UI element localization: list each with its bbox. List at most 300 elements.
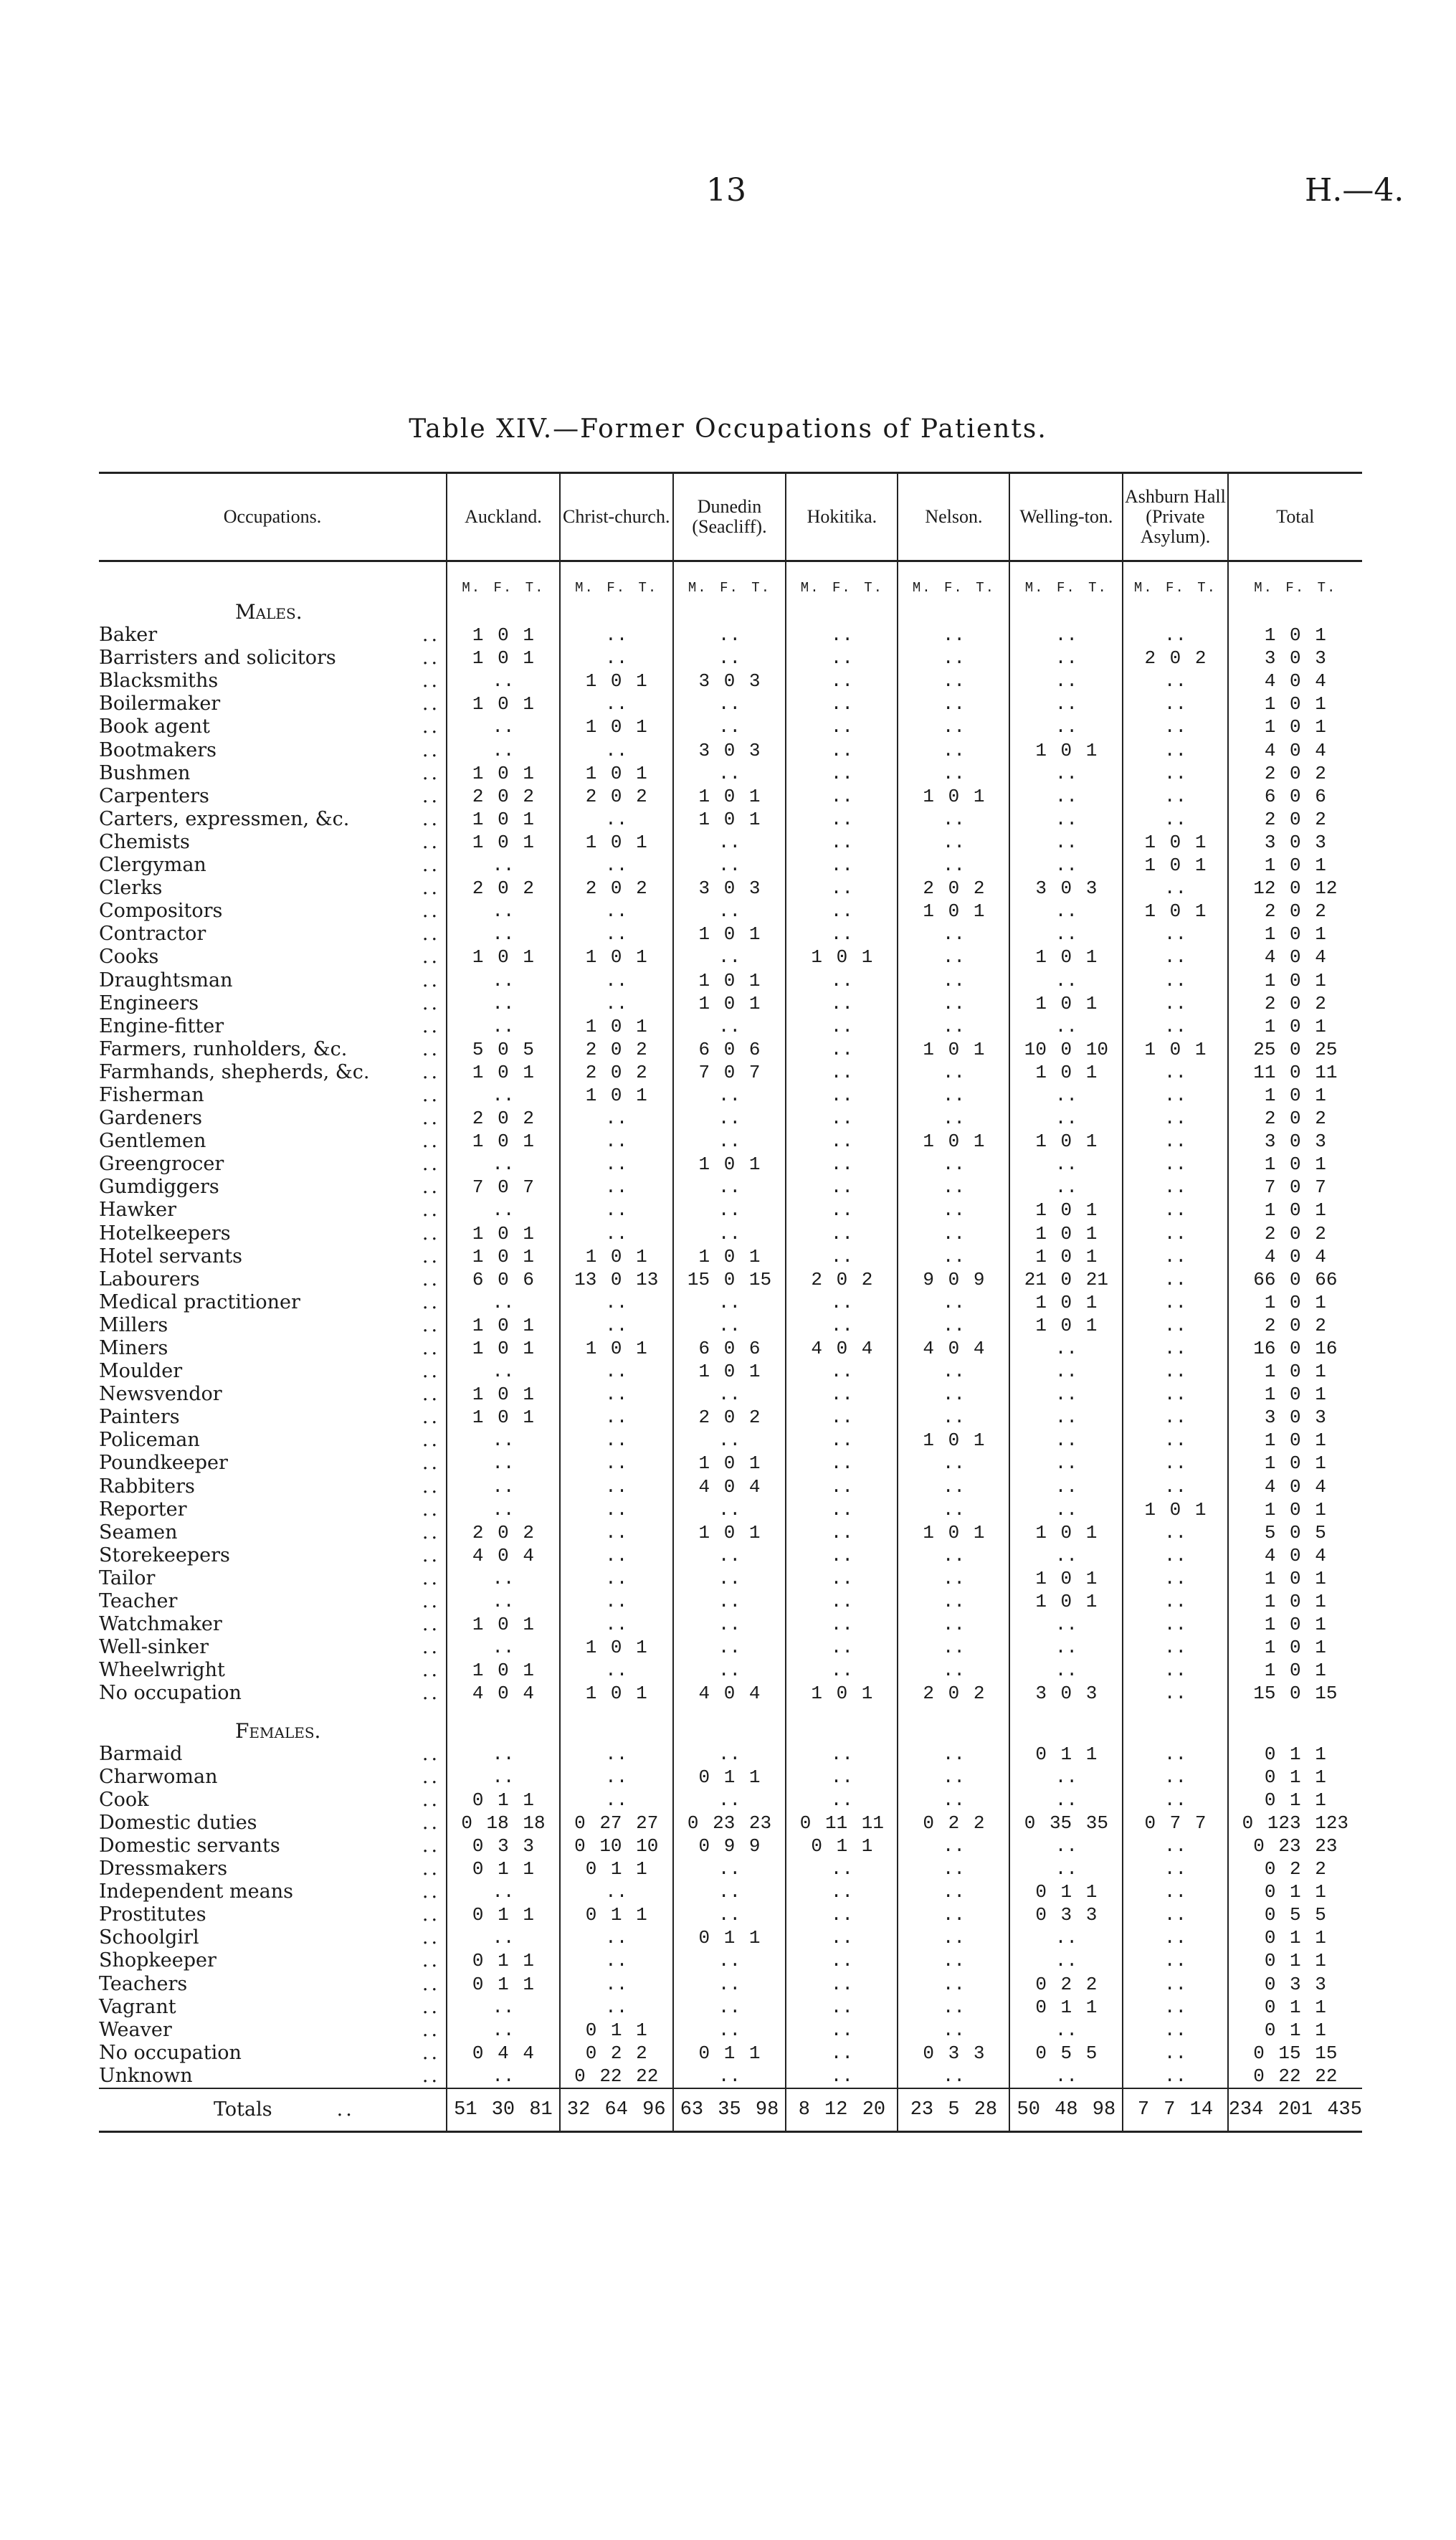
count-cell: .. xyxy=(560,1521,673,1544)
table-row xyxy=(99,1996,1362,2019)
count-cell: .. xyxy=(898,808,1009,831)
occupation-cell: Charwoman .. xyxy=(99,1765,441,1788)
count-cell: 1 0 1 xyxy=(560,670,673,693)
count-cell: .. xyxy=(786,1636,898,1659)
count-cell: .. xyxy=(1123,2065,1227,2088)
count-cell: 1 0 1 xyxy=(447,1406,560,1429)
count-cell: .. xyxy=(673,1176,786,1199)
total-cell: 32 64 96 xyxy=(560,2088,673,2132)
occupation-cell: Hotel servants .. xyxy=(99,1245,441,1267)
count-cell: 1 0 1 xyxy=(1228,1429,1362,1452)
table-row xyxy=(99,1153,1362,1176)
count-cell: 1 0 1 xyxy=(560,1245,673,1268)
occupation-cell: Chemists .. xyxy=(99,830,441,853)
count-cell: 0 1 1 xyxy=(1009,1996,1123,2019)
occupation-label: Independent means xyxy=(99,1880,293,1903)
count-cell: .. xyxy=(898,1107,1009,1130)
total-cell: 63 35 98 xyxy=(673,2088,786,2132)
count-cell: 2 0 2 xyxy=(898,877,1009,900)
count-cell: .. xyxy=(673,1858,786,1880)
count-cell: 0 5 5 xyxy=(1009,2042,1123,2065)
table-row xyxy=(99,1061,1362,1084)
count-cell: .. xyxy=(1009,900,1123,923)
count-cell: 2 0 2 xyxy=(560,785,673,808)
occupation-label: Teacher xyxy=(99,1590,178,1613)
count-cell: 1 0 1 xyxy=(447,1383,560,1406)
count-cell: .. xyxy=(673,762,786,785)
occupation-label: Blacksmiths xyxy=(99,670,219,693)
occupation-label: Schoolgirl xyxy=(99,1926,199,1949)
count-cell: 0 2 2 xyxy=(1228,1858,1362,1880)
count-cell: .. xyxy=(560,1498,673,1521)
count-cell: 1 0 1 xyxy=(898,785,1009,808)
count-cell: 1 0 1 xyxy=(1228,1383,1362,1406)
count-cell: .. xyxy=(673,1544,786,1567)
count-cell: 1 0 1 xyxy=(447,1314,560,1337)
occupation-label: Painters xyxy=(99,1406,180,1429)
count-cell: .. xyxy=(1009,1659,1123,1682)
mft-label: M. F. T. xyxy=(560,561,673,601)
count-cell: .. xyxy=(1123,1452,1227,1475)
table-caption: Table XIV.—Former Occupations of Patients. xyxy=(409,414,1047,444)
occupation-cell: Bushmen .. xyxy=(99,761,441,784)
count-cell: 0 27 27 xyxy=(560,1812,673,1835)
count-cell: 6 0 6 xyxy=(447,1268,560,1291)
count-cell: .. xyxy=(786,1973,898,1996)
count-cell: .. xyxy=(898,1222,1009,1245)
totals-row xyxy=(99,2088,1362,2132)
count-cell: .. xyxy=(673,831,786,854)
count-cell: .. xyxy=(447,670,560,693)
count-cell: .. xyxy=(898,854,1009,877)
count-cell: 4 0 4 xyxy=(1228,1544,1362,1567)
count-cell: .. xyxy=(1009,854,1123,877)
table-row xyxy=(99,1880,1362,1903)
count-cell: 2 0 2 xyxy=(1228,1222,1362,1245)
count-cell: .. xyxy=(1123,992,1227,1015)
count-cell: 1 0 1 xyxy=(560,1636,673,1659)
count-cell: 1 0 1 xyxy=(898,900,1009,923)
count-cell: .. xyxy=(898,739,1009,762)
count-cell: .. xyxy=(447,1475,560,1498)
count-cell: .. xyxy=(786,831,898,854)
count-cell: 2 0 2 xyxy=(1228,762,1362,785)
occupation-label: Hotel servants xyxy=(99,1245,243,1267)
count-cell: .. xyxy=(1009,1498,1123,1521)
count-cell: .. xyxy=(786,1199,898,1222)
count-cell: .. xyxy=(898,1789,1009,1812)
count-cell: .. xyxy=(560,1973,673,1996)
count-cell: .. xyxy=(1009,1926,1123,1949)
count-cell: .. xyxy=(1123,1176,1227,1199)
count-cell: .. xyxy=(560,1949,673,1972)
count-cell: 3 0 3 xyxy=(1228,1406,1362,1429)
count-cell: .. xyxy=(786,762,898,785)
count-cell: .. xyxy=(673,1659,786,1682)
count-cell: 1 0 1 xyxy=(1228,1015,1362,1038)
count-cell: 1 0 1 xyxy=(447,808,560,831)
count-cell: 0 1 1 xyxy=(447,1973,560,1996)
count-cell: 4 0 4 xyxy=(1228,670,1362,693)
count-cell: .. xyxy=(560,1880,673,1903)
count-cell: .. xyxy=(1123,1406,1227,1429)
count-cell: 1 0 1 xyxy=(898,1130,1009,1153)
count-cell: .. xyxy=(786,1314,898,1337)
count-cell: .. xyxy=(1123,1567,1227,1590)
count-cell: .. xyxy=(786,1766,898,1789)
table-row xyxy=(99,1245,1362,1268)
count-cell: 2 0 2 xyxy=(447,877,560,900)
count-cell: 0 1 1 xyxy=(560,1858,673,1880)
count-cell: .. xyxy=(1009,1835,1123,1858)
count-cell: 0 23 23 xyxy=(673,1812,786,1835)
count-cell: 1 0 1 xyxy=(1009,1590,1123,1613)
table-row xyxy=(99,1222,1362,1245)
count-cell: .. xyxy=(898,1880,1009,1903)
count-cell: 1 0 1 xyxy=(673,969,786,992)
count-cell: .. xyxy=(1009,1636,1123,1659)
count-cell: 1 0 1 xyxy=(1009,1521,1123,1544)
table-row xyxy=(99,1521,1362,1544)
count-cell: 4 0 4 xyxy=(447,1544,560,1567)
total-cell: 234 201 435 xyxy=(1228,2088,1362,2132)
count-cell: 1 0 1 xyxy=(1228,1590,1362,1613)
occupation-label: Barmaid xyxy=(99,1742,183,1765)
count-cell: .. xyxy=(786,1452,898,1475)
count-cell: .. xyxy=(1123,1199,1227,1222)
count-cell: .. xyxy=(1123,1360,1227,1383)
count-cell: .. xyxy=(447,1360,560,1383)
occupation-cell: Engine-fitter .. xyxy=(99,1014,441,1037)
occupation-cell: Book agent .. xyxy=(99,715,441,738)
column-header: Nelson. xyxy=(898,473,1009,561)
count-cell: .. xyxy=(673,1636,786,1659)
count-cell: 0 1 1 xyxy=(673,1926,786,1949)
table-row xyxy=(99,1903,1362,1926)
count-cell: 3 0 3 xyxy=(1228,1130,1362,1153)
count-cell: 25 0 25 xyxy=(1228,1038,1362,1061)
occupation-label: Miners xyxy=(99,1337,168,1359)
table-row xyxy=(99,1636,1362,1659)
count-cell: 6 0 6 xyxy=(673,1038,786,1061)
occupation-cell: Dressmakers .. xyxy=(99,1858,441,1880)
count-cell: 1 0 1 xyxy=(898,1429,1009,1452)
occupation-label: Reporter xyxy=(99,1498,187,1521)
count-cell: 2 0 2 xyxy=(1228,1314,1362,1337)
count-cell: .. xyxy=(898,969,1009,992)
occupation-cell: Cooks .. xyxy=(99,946,441,969)
count-cell: .. xyxy=(786,1245,898,1268)
count-cell: .. xyxy=(1123,1222,1227,1245)
document-reference: H.—4. xyxy=(1305,172,1404,209)
count-cell: .. xyxy=(786,1880,898,1903)
count-cell: 1 0 1 xyxy=(673,1360,786,1383)
occupation-cell: Clerks .. xyxy=(99,877,441,900)
count-cell: .. xyxy=(1123,785,1227,808)
table-row xyxy=(99,1812,1362,1835)
count-cell: 1 0 1 xyxy=(1228,969,1362,992)
mft-label: M. F. T. xyxy=(898,561,1009,601)
count-cell: .. xyxy=(898,2065,1009,2088)
count-cell: 1 0 1 xyxy=(447,624,560,647)
table-row xyxy=(99,969,1362,992)
count-cell: .. xyxy=(560,624,673,647)
count-cell: .. xyxy=(560,1590,673,1613)
occupation-cell: Draughtsman .. xyxy=(99,969,441,991)
table-row xyxy=(99,1743,1362,1766)
count-cell: .. xyxy=(1123,2019,1227,2042)
count-cell: .. xyxy=(560,1153,673,1176)
occupation-label: Chemists xyxy=(99,830,190,853)
count-cell: .. xyxy=(1123,1245,1227,1268)
count-cell: .. xyxy=(1123,1061,1227,1084)
count-cell: .. xyxy=(786,1176,898,1199)
count-cell: .. xyxy=(560,1314,673,1337)
count-cell: .. xyxy=(447,854,560,877)
count-cell: .. xyxy=(673,1222,786,1245)
count-cell: 7 0 7 xyxy=(1228,1176,1362,1199)
count-cell: .. xyxy=(1123,762,1227,785)
count-cell: .. xyxy=(447,900,560,923)
count-cell: 1 0 1 xyxy=(560,831,673,854)
count-cell: 4 0 4 xyxy=(1228,1245,1362,1268)
count-cell: .. xyxy=(560,1222,673,1245)
occupation-label: Farmers, runholders, &c. xyxy=(99,1037,348,1060)
count-cell: 1 0 1 xyxy=(898,1521,1009,1544)
count-cell: 1 0 1 xyxy=(1228,1452,1362,1475)
count-cell: .. xyxy=(786,785,898,808)
count-cell: 1 0 1 xyxy=(447,762,560,785)
occupation-label: Labourers xyxy=(99,1267,200,1290)
count-cell: 1 0 1 xyxy=(673,923,786,946)
count-cell: 0 1 1 xyxy=(1228,1766,1362,1789)
table-row xyxy=(99,1038,1362,1061)
count-cell: .. xyxy=(898,693,1009,715)
count-cell: .. xyxy=(786,1903,898,1926)
table-row xyxy=(99,992,1362,1015)
occupation-label: Baker xyxy=(99,624,158,647)
table-row xyxy=(99,1659,1362,1682)
count-cell: 6 0 6 xyxy=(673,1337,786,1360)
count-cell: 1 0 1 xyxy=(447,1659,560,1682)
occupation-label: Compositors xyxy=(99,900,223,923)
count-cell: 0 22 22 xyxy=(560,2065,673,2088)
count-cell: 3 0 3 xyxy=(673,670,786,693)
count-cell: 4 0 4 xyxy=(447,1682,560,1705)
table-row xyxy=(99,1613,1362,1636)
count-cell: .. xyxy=(673,1743,786,1766)
count-cell: .. xyxy=(1123,715,1227,738)
count-cell: .. xyxy=(1123,969,1227,992)
count-cell: 2 0 2 xyxy=(447,785,560,808)
count-cell: .. xyxy=(786,900,898,923)
count-cell: 1 0 1 xyxy=(673,1521,786,1544)
count-cell: .. xyxy=(1123,877,1227,900)
table-row xyxy=(99,1429,1362,1452)
count-cell: .. xyxy=(1123,2042,1227,2065)
occupation-cell: Teacher .. xyxy=(99,1590,441,1613)
count-cell: 3 0 3 xyxy=(1009,877,1123,900)
count-cell: .. xyxy=(1123,693,1227,715)
count-cell: .. xyxy=(673,715,786,738)
count-cell: .. xyxy=(1009,1360,1123,1383)
count-cell: .. xyxy=(786,1521,898,1544)
column-header: Welling-ton. xyxy=(1009,473,1123,561)
table-row xyxy=(99,808,1362,831)
count-cell: 1 0 1 xyxy=(786,946,898,969)
count-cell: 0 2 2 xyxy=(898,1812,1009,1835)
count-cell: .. xyxy=(1123,1766,1227,1789)
count-cell: .. xyxy=(1009,715,1123,738)
count-cell: 5 0 5 xyxy=(1228,1521,1362,1544)
count-cell: .. xyxy=(898,1498,1009,1521)
count-cell: 1 0 1 xyxy=(447,1061,560,1084)
count-cell: .. xyxy=(1123,739,1227,762)
count-cell: 0 1 1 xyxy=(1228,1880,1362,1903)
count-cell: 1 0 1 xyxy=(673,808,786,831)
count-cell: .. xyxy=(898,1199,1009,1222)
column-header: Dunedin (Seacliff). xyxy=(673,473,786,561)
count-cell: .. xyxy=(560,693,673,715)
count-cell: .. xyxy=(786,1659,898,1682)
occupation-cell: Millers .. xyxy=(99,1313,441,1336)
count-cell: .. xyxy=(1123,1590,1227,1613)
count-cell: .. xyxy=(898,647,1009,670)
occupation-label: No occupation xyxy=(99,2041,242,2064)
count-cell: 1 0 1 xyxy=(1228,1659,1362,1682)
count-cell: .. xyxy=(786,923,898,946)
count-cell: .. xyxy=(898,1590,1009,1613)
count-cell: .. xyxy=(1123,1903,1227,1926)
count-cell: .. xyxy=(560,1789,673,1812)
count-cell: .. xyxy=(447,1880,560,1903)
occupation-label: Unknown xyxy=(99,2064,193,2087)
count-cell: 2 0 2 xyxy=(1228,808,1362,831)
count-cell: .. xyxy=(1009,2065,1123,2088)
occupation-cell: Clergyman .. xyxy=(99,854,441,877)
occupation-cell: Independent means .. xyxy=(99,1880,441,1903)
count-cell: 66 0 66 xyxy=(1228,1268,1362,1291)
count-cell: 1 0 1 xyxy=(898,1038,1009,1061)
count-cell: .. xyxy=(1009,762,1123,785)
count-cell: .. xyxy=(447,1498,560,1521)
count-cell: .. xyxy=(898,1973,1009,1996)
total-cell: 51 30 81 xyxy=(447,2088,560,2132)
count-cell: .. xyxy=(673,946,786,969)
total-cell: 23 5 28 xyxy=(898,2088,1009,2132)
count-cell: 5 0 5 xyxy=(447,1038,560,1061)
occupation-label: Contractor xyxy=(99,923,206,946)
count-cell: 0 18 18 xyxy=(447,1812,560,1835)
count-cell: 1 0 1 xyxy=(1228,1291,1362,1314)
count-cell: 1 0 1 xyxy=(447,1613,560,1636)
count-cell: 1 0 1 xyxy=(1009,1291,1123,1314)
table-row xyxy=(99,1015,1362,1038)
count-cell: 2 0 2 xyxy=(1228,992,1362,1015)
occupation-cell: Boilermaker .. xyxy=(99,693,441,715)
occupation-label: No occupation xyxy=(99,1682,242,1705)
count-cell: .. xyxy=(673,1107,786,1130)
count-cell: .. xyxy=(560,1743,673,1766)
count-cell: 7 0 7 xyxy=(673,1061,786,1084)
count-cell: .. xyxy=(898,992,1009,1015)
count-cell: .. xyxy=(1123,1383,1227,1406)
count-cell: .. xyxy=(898,1291,1009,1314)
table-row xyxy=(99,877,1362,900)
occupation-cell: Prostitutes .. xyxy=(99,1903,441,1926)
count-cell: .. xyxy=(1123,1084,1227,1107)
table-row xyxy=(99,1835,1362,1858)
count-cell: .. xyxy=(560,1199,673,1222)
count-cell: .. xyxy=(673,1590,786,1613)
count-cell: 3 0 3 xyxy=(1228,647,1362,670)
count-cell: .. xyxy=(673,1996,786,2019)
occupation-cell: Domestic duties .. xyxy=(99,1811,441,1834)
count-cell: .. xyxy=(898,1835,1009,1858)
occupation-cell: Storekeepers .. xyxy=(99,1543,441,1566)
count-cell: .. xyxy=(786,1567,898,1590)
count-cell: 1 0 1 xyxy=(673,1245,786,1268)
count-cell: 1 0 1 xyxy=(786,1682,898,1705)
count-cell: 1 0 1 xyxy=(1009,1130,1123,1153)
count-cell: .. xyxy=(1123,1858,1227,1880)
occupation-cell: Newsvendor .. xyxy=(99,1383,441,1406)
count-cell: 1 0 1 xyxy=(560,1084,673,1107)
occupation-cell: Blacksmiths .. xyxy=(99,670,441,693)
count-cell: .. xyxy=(560,1130,673,1153)
count-cell: .. xyxy=(1009,693,1123,715)
count-cell: 4 0 4 xyxy=(1228,739,1362,762)
occupation-cell: Policeman .. xyxy=(99,1429,441,1452)
count-cell: 0 1 1 xyxy=(1009,1743,1123,1766)
count-cell: 1 0 1 xyxy=(447,1222,560,1245)
count-cell: 0 1 1 xyxy=(447,1903,560,1926)
occupation-label: Medical practitioner xyxy=(99,1290,300,1313)
occupation-label: Newsvendor xyxy=(99,1383,222,1406)
occupation-label: Farmhands, shepherds, &c. xyxy=(99,1060,370,1083)
count-cell: 1 0 1 xyxy=(447,647,560,670)
count-cell: .. xyxy=(1009,1429,1123,1452)
count-cell: .. xyxy=(1009,831,1123,854)
section-heading-row xyxy=(99,1720,1362,1743)
count-cell: .. xyxy=(447,1567,560,1590)
count-cell: 0 1 1 xyxy=(1228,1743,1362,1766)
table-row xyxy=(99,1176,1362,1199)
table-row xyxy=(99,1973,1362,1996)
count-cell: 1 0 1 xyxy=(1009,1222,1123,1245)
count-cell: .. xyxy=(786,693,898,715)
count-cell: 0 7 7 xyxy=(1123,1812,1227,1835)
count-cell: .. xyxy=(1123,1268,1227,1291)
table-row xyxy=(99,1858,1362,1880)
count-cell: .. xyxy=(673,1130,786,1153)
count-cell: .. xyxy=(898,923,1009,946)
count-cell: .. xyxy=(786,877,898,900)
count-cell: .. xyxy=(786,1544,898,1567)
table-row xyxy=(99,647,1362,670)
occupation-label: Greengrocer xyxy=(99,1153,224,1176)
count-cell: .. xyxy=(1009,1858,1123,1880)
count-cell: .. xyxy=(560,739,673,762)
occupation-cell: Shopkeeper .. xyxy=(99,1949,441,1972)
count-cell: 1 0 1 xyxy=(447,1245,560,1268)
occupation-cell: Fisherman .. xyxy=(99,1083,441,1106)
occupation-label: Prostitutes xyxy=(99,1903,206,1926)
occupation-label: Hotelkeepers xyxy=(99,1222,231,1245)
occupation-cell: Seamen .. xyxy=(99,1521,441,1543)
count-cell: .. xyxy=(1123,1973,1227,1996)
count-cell: 16 0 16 xyxy=(1228,1337,1362,1360)
